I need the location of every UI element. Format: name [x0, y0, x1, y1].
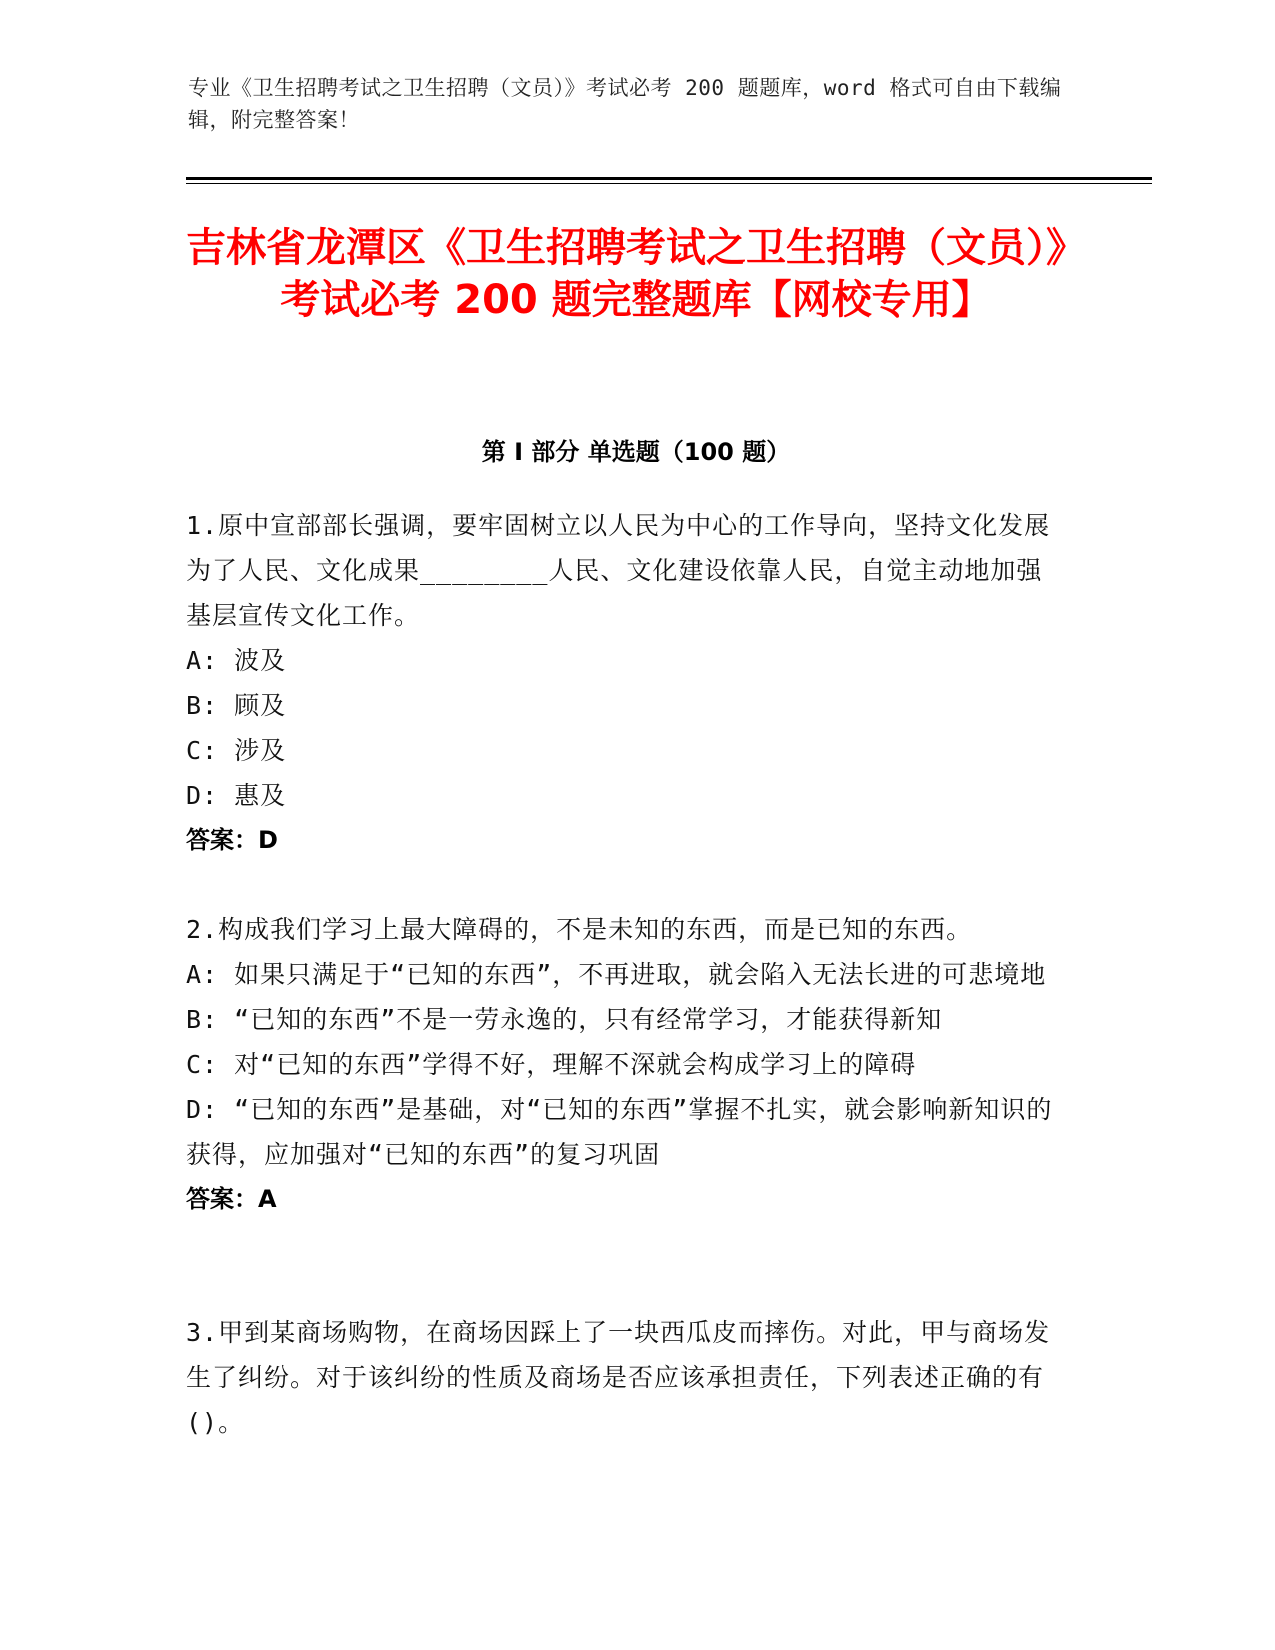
- document-title: 吉林省龙潭区《卫生招聘考试之卫生招聘（文员）》考试必考 200 题完整题库【网校专用】: [186, 225, 1086, 323]
- question-1-option-c: C: 涉及: [186, 736, 287, 765]
- question-2-stem: 2.构成我们学习上最大障碍的，不是未知的东西，而是已知的东西。: [186, 915, 973, 944]
- question-2-option-b: B: “已知的东西”不是一劳永逸的，只有经常学习，才能获得新知: [186, 1005, 943, 1034]
- question-1-option-a: A: 波及: [186, 646, 287, 675]
- question-1: [186, 503, 1066, 863]
- header-divider-thick: [186, 177, 1152, 180]
- header-divider-thin: [186, 183, 1152, 184]
- question-3-stem: 3.甲到某商场购物，在商场因踩上了一块西瓜皮而摔伤。对此，甲与商场发生了纠纷。对于该纠纷的性质及商场是否应该承担责任，下列表述正确的有()。: [186, 1318, 1051, 1437]
- question-1-option-d: D: 惠及: [186, 781, 287, 810]
- question-3: [186, 1310, 1066, 1445]
- question-2-option-d: D: “已知的东西”是基础，对“已知的东西”掌握不扎实，就会影响新知识的获得，应加强对“已知的东西”的复习巩固: [186, 1095, 1053, 1169]
- question-2: [186, 907, 1066, 1222]
- question-1-stem: 1.原中宣部部长强调，要牢固树立以人民为中心的工作导向，坚持文化发展为了人民、文化成果________人民、文化建设依靠人民，自觉主动地加强基层宣传文化工作。: [186, 511, 1051, 630]
- question-1-option-b: B: 顾及: [186, 691, 287, 720]
- header-note: 专业《卫生招聘考试之卫生招聘（文员）》考试必考 200 题题库，word 格式可自由下载编辑，附完整答案！: [188, 76, 1062, 132]
- question-2-answer: 答案：A: [186, 1185, 277, 1213]
- section-title: 第 I 部分 单选题（100 题）: [481, 438, 791, 466]
- question-2-option-c: C: 对“已知的东西”学得不好，理解不深就会构成学习上的障碍: [186, 1050, 917, 1079]
- question-2-option-a: A: 如果只满足于“已知的东西”，不再进取，就会陷入无法长进的可悲境地: [186, 960, 1047, 989]
- question-1-answer: 答案：D: [186, 826, 278, 854]
